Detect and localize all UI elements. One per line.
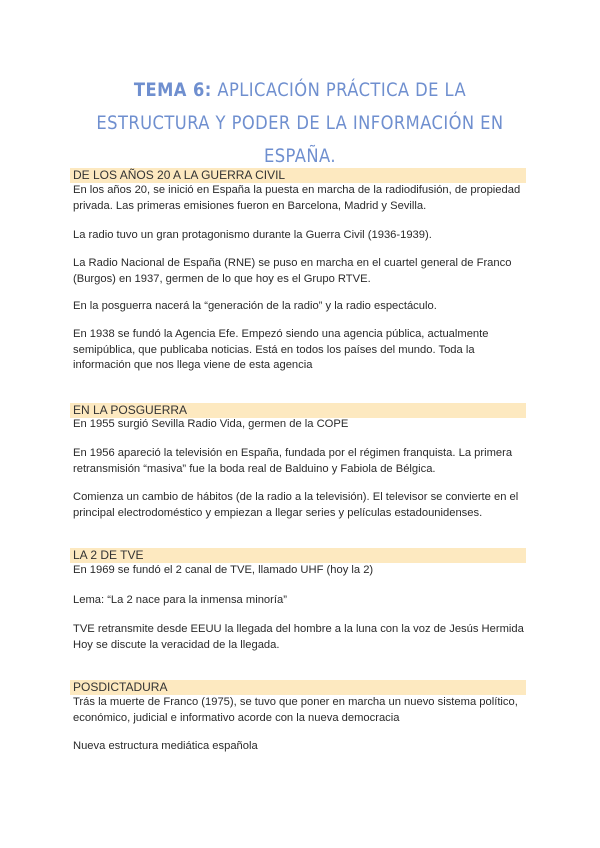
paragraph: En 1955 surgió Sevilla Radio Vida, germen de la COPE [73,418,349,430]
paragraph: Trás la muerte de Franco (1975), se tuvo que poner en marcha un nuevo sistema político, económico, judicial e informativo acorde con la nueva democracia [73,696,518,724]
paragraph: La Radio Nacional de España (RNE) se puso en marcha en el cuartel general de Franco (Burgos) en 1937, germen de lo que hoy es el Grupo RTVE. [73,257,512,285]
section-heading: POSDICTADURA [70,680,526,695]
paragraph: La radio tuvo un gran protagonismo durante la Guerra Civil (1936-1939). [73,229,432,241]
paragraph: Comienza un cambio de hábitos (de la radio a la televisión). El televisor se convierte en el principal electrodoméstico y empiezan a llegar series y películas estadounidenses. [73,491,519,519]
section-heading: LA 2 DE TVE [70,548,526,563]
paragraph: En 1938 se fundó la Agencia Efe. Empezó siendo una agencia pública, actualmente semipública, que publicaba noticias. Está en todos los países del mundo. Toda la información que nos llega viene de esta agencia [73,328,489,371]
section-heading: DE LOS AÑOS 20 A LA GUERRA CIVIL [70,168,526,183]
paragraph: En la posguerra nacerá la “generación de la radio” y la radio espectáculo. [73,300,437,312]
page-title [94,74,507,173]
paragraph: Nueva estructura mediática española [73,740,258,752]
paragraph: En los años 20, se inició en España la puesta en marcha de la radiodifusión, de propiedad privada. Las primeras emisiones fueron en Barcelona, Madrid y Sevilla. [73,184,521,212]
paragraph: TVE retransmite desde EEUU la llegada del hombre a la luna con la voz de Jesús Hermida Hoy se discute la veracidad de la llegada. [73,623,524,651]
section-heading: EN LA POSGUERRA [70,403,526,418]
paragraph: En 1969 se fundó el 2 canal de TVE, llamado UHF (hoy la 2) [73,564,374,576]
title-text: APLICACIÓN PRÁCTICA DE LA ESTRUCTURA Y PODER DE LA INFORMACIÓN EN ESPAÑA. [96,79,504,167]
title-prefix: TEMA 6: [133,79,212,101]
paragraph: En 1956 apareció la televisión en España, fundada por el régimen franquista. La primera retransmisión “masiva” fue la boda real de Balduino y Fabiola de Bélgica. [73,447,513,475]
paragraph: Lema: “La 2 nace para la inmensa minoría” [73,594,287,606]
